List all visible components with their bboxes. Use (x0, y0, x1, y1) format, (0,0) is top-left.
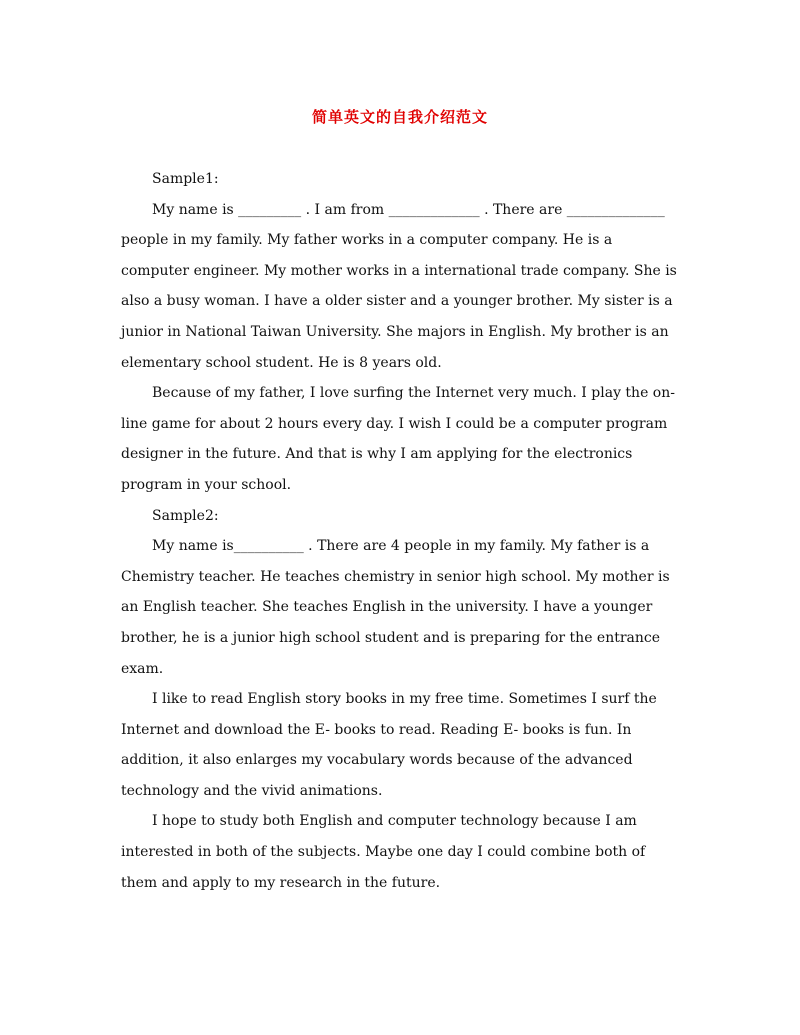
sample1-paragraph-family: My name is _________ . I am from _____________ . There are ______________ people in my family. My father works in a computer company. He is a computer engineer. My mother works in a international trade company. She is also a busy woman. I have a older sister and a younger brother. My sister is a junior in National Taiwan University. She majors in English. My brother is an elementary school student. He is 8 years old. (121, 201, 677, 371)
sample1-paragraph-interests: Because of my father, I love surfing the Internet very much. I play the on-line game for about 2 hours every day. I wish I could be a computer program designer in the future. And that is why I am applying for the electronics program in your school. (121, 385, 675, 493)
document-body (121, 164, 681, 898)
sample2-paragraph-reading: I like to read English story books in my free time. Sometimes I surf the Internet and download the E- books to read. Reading E- books is fun. In addition, it also enlarges my vocabulary words because of the advanced technology and the vivid animations. (121, 691, 657, 799)
sample2-heading: Sample2: (152, 507, 219, 524)
sample1-heading: Sample1: (152, 171, 219, 187)
sample2-paragraph-goals: I hope to study both English and computer technology because I am interested in both of the subjects. Maybe one day I could combine both of them and apply to my research in the future. (121, 813, 646, 891)
document-title: 简单英文的自我介绍范文 (311, 108, 488, 126)
sample2-paragraph-family: My name is__________ . There are 4 people in my family. My father is a Chemistry teacher. He teaches chemistry in senior high school. My mother is an English teacher. She teaches English in the university. I have a younger brother, he is a junior high school student and is preparing for the entrance exam. (121, 538, 670, 677)
